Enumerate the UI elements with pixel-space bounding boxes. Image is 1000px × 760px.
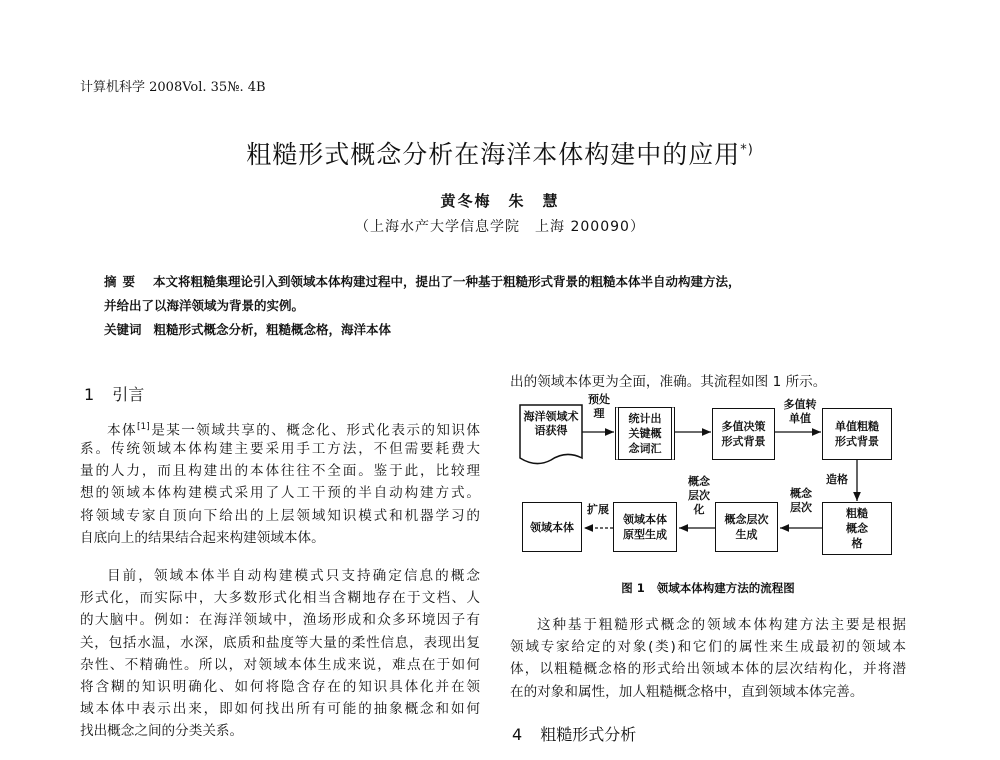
section-heading-4 xyxy=(512,722,636,745)
box-ontology: 领域本体 xyxy=(522,502,582,552)
title-footnote-mark: *) xyxy=(740,142,754,158)
caption-number: 图 1 xyxy=(621,581,645,595)
abstract-label: 摘要 xyxy=(104,274,142,289)
paragraph-line: 这种基于粗糙形式概念的领域本体构建方法主要是根据 xyxy=(537,617,906,633)
box-hierarchy: 概念层次生成 xyxy=(715,502,778,552)
paragraph-line: 形式化，而实际中，大多数形式化相当含糊地存在于文档、人 xyxy=(80,590,480,607)
citation-ref[interactable]: [1] xyxy=(137,422,150,432)
keywords-text: 粗糙形式概念分析，粗糙概念格，海洋本体 xyxy=(153,322,392,337)
keywords-label: 关键词 xyxy=(104,322,142,337)
paragraph-line: 杂性、不精确性。所以，对领域本体生成来说，难点在于如何 xyxy=(80,656,480,673)
authors: 黄冬梅 朱 慧 xyxy=(440,192,560,210)
journal-header: 计算机科学 2008Vol. 35№. 4B xyxy=(80,80,266,95)
box-prototype: 领域本体原型生成 xyxy=(613,502,677,552)
box-keywords: 统计出关键概念词汇 xyxy=(615,407,675,460)
paragraph-line: 将领域专家自顶向下给出的上层领域知识模式和机器学习的 xyxy=(80,507,480,524)
edge-label-hierarchy: 概念层次 xyxy=(790,487,812,514)
section-heading-1 xyxy=(84,382,144,405)
section-title: 粗糙形式分析 xyxy=(540,725,637,744)
affiliation: （上海水产大学信息学院 上海 200090） xyxy=(355,219,645,235)
edge-label-extend: 扩展 xyxy=(587,503,609,516)
title-text: 粗糙形式概念分析在海洋本体构建中的应用 xyxy=(246,140,741,169)
paragraph-line: 量的人力，而且构建出的本体往往不全面。鉴于此，比较理 xyxy=(80,463,480,480)
paragraph-line: 系。传统领域本体构建主要采用手工方法，不但需要耗费大 xyxy=(80,441,480,457)
paragraph-line: 关，包括水温，水深，底质和盐度等大量的柔性信息，表现出复 xyxy=(80,634,480,651)
paragraph-line: 域本体中表示出来，即如何找出所有可能的抽象概念和如何 xyxy=(80,701,480,718)
edge-label-preprocess: 预处理 xyxy=(588,393,610,420)
box-rough-lattice: 粗糙概念格 xyxy=(822,502,892,555)
text: 是某一领域共享的、概念化、形式化表示的知识体 xyxy=(149,422,481,439)
paragraph-line: 目前，领域本体半自动构建模式只支持确定信息的概念 xyxy=(107,568,480,584)
flowchart-figure xyxy=(500,390,910,565)
box-singlevalue: 单值粗糙形式背景 xyxy=(822,408,892,460)
abstract-line-1 xyxy=(104,272,741,290)
paragraph-line: 领域专家给定的对象(类)和它们的属性来生成最初的领域本 xyxy=(510,639,906,656)
paragraph-line: 想的领域本体构建模式采用了人工干预的半自动构建方式。 xyxy=(80,485,480,502)
paragraph-line: 在的对象和属性，加人粗糙概念格中，直到领域本体完善。 xyxy=(510,683,864,700)
paragraph-line: 自底向上的结果结合起来构建领域本体。 xyxy=(80,529,325,546)
text: 本体 xyxy=(107,422,138,439)
paragraph-line: 出的领域本体更为全面，准确。其流程如图 1 所示。 xyxy=(510,374,827,390)
caption-text: 领域本体构建方法的流程图 xyxy=(656,581,795,595)
abstract-text: 本文将粗糙集理论引入到领域本体构建过程中，提出了一种基于粗糙形式背景的粗糙本体半自动构建方法， xyxy=(153,274,741,289)
section-number: 4 xyxy=(512,725,523,744)
box-terms: 海洋领域术语获得 xyxy=(523,410,579,437)
paragraph-line: 找出概念之间的分类关系。 xyxy=(80,723,244,740)
paragraph-line: 的大脑中。例如：在海洋领域中，渔场形成和众多环境因子有 xyxy=(80,612,480,629)
edge-label-build-lattice: 造格 xyxy=(826,473,848,486)
abstract-line-2: 并给出了以海洋领域为背景的实例。 xyxy=(104,298,305,313)
paragraph-line: 体，以粗糙概念格的形式给出领域本体的层次结构化，并将潜 xyxy=(510,661,906,678)
edge-label-convert: 多值转单值 xyxy=(783,398,817,425)
paragraph-line xyxy=(80,416,480,438)
keywords xyxy=(104,320,391,338)
edge-label-hierarchize: 概念层次化 xyxy=(688,475,710,516)
paragraph-line: 将含糊的知识明确化、如何将隐含存在的知识具体化并在领 xyxy=(80,679,480,695)
section-number: 1 xyxy=(84,385,95,404)
box-multivalue: 多值决策形式背景 xyxy=(712,408,775,460)
figure-caption xyxy=(510,580,906,596)
section-title: 引言 xyxy=(112,385,145,404)
paper-title xyxy=(0,135,1000,171)
